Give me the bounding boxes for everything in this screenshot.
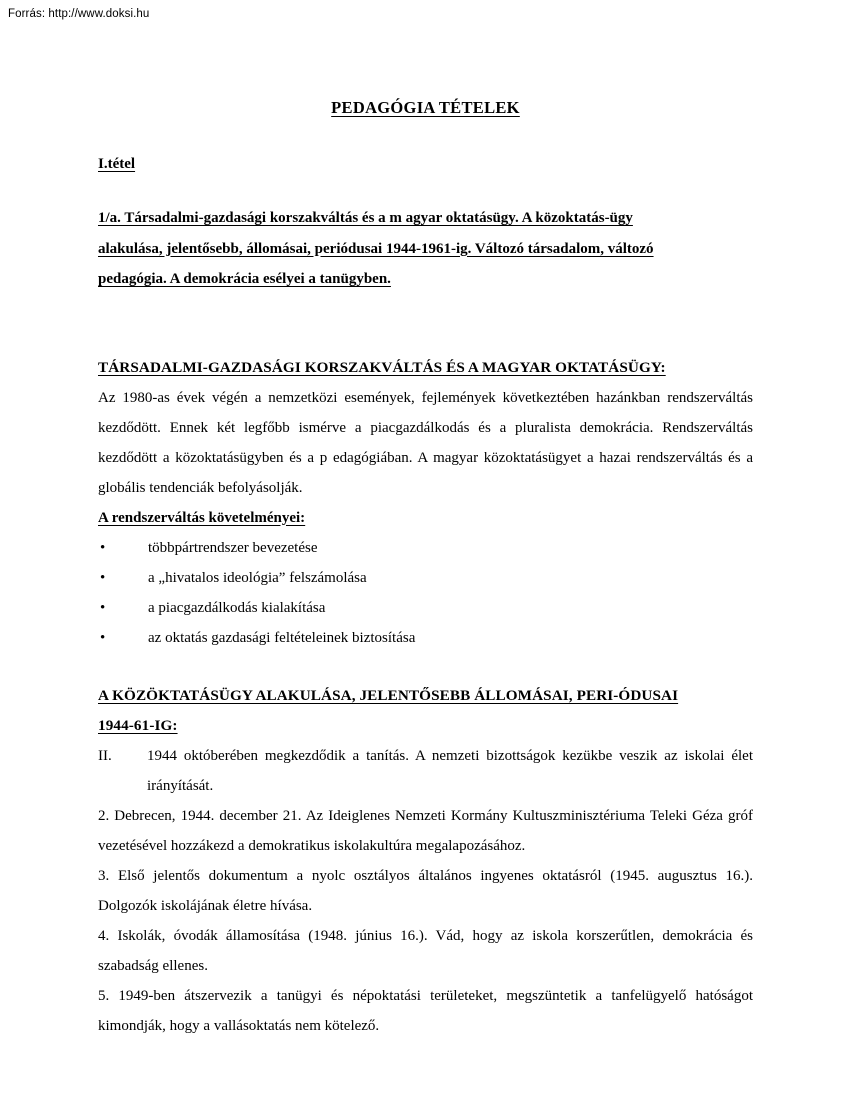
list-item-label: az oktatás gazdasági feltételeinek biztosítása [148, 629, 416, 646]
bullet-icon: • [100, 629, 106, 646]
section-heading-2-line-2: 1944-61-IG: [98, 716, 178, 734]
timeline-item-text: 1944 októberében megkezdődik a tanítás. A nemzeti bizottságok kezükbe veszik az iskolai élet irányítását. [147, 747, 753, 794]
page-title-text: PEDAGÓGIA TÉTELEK [331, 98, 520, 117]
lead-line-3: pedagógia. A demokrácia esélyei a tanügyben. [98, 271, 391, 287]
list-item-label: a „hivatalos ideológia” felszámolása [148, 569, 367, 586]
section-heading-1-text: TÁRSADALMI-GAZDASÁGI KORSZAKVÁLTÁS ÉS A MAGYAR OKTATÁSÜGY: [98, 358, 666, 376]
section-heading-2-line-1: A KÖZÖKTATÁSÜGY ALAKULÁSA, JELENTŐSEBB ÁLLOMÁSAI, PERI-ÓDUSAI [98, 686, 679, 704]
timeline-item: 3. Első jelentős dokumentum a nyolc osztályos általános ingyenes oktatásról (1945. augusztus 16.). Dolgozók iskolájának életre hívása. [98, 867, 753, 914]
bullet-icon: • [100, 599, 106, 616]
section-heading-1 [98, 323, 753, 383]
source-watermark: Forrás: http://www.doksi.hu [8, 8, 150, 20]
tetel-label [98, 118, 753, 173]
bullet-icon: • [100, 539, 106, 556]
list-item [98, 593, 753, 623]
document-body [98, 0, 753, 1041]
section-1-sub-heading-text: A rendszerváltás követelményei: [98, 509, 306, 526]
bullet-icon: • [100, 569, 106, 586]
timeline-item: 4. Iskolák, óvodák államosítása (1948. június 16.). Vád, hogy az iskola korszerűtlen, demokrácia és szabadság ellenes. [98, 927, 753, 974]
spacer [98, 295, 753, 323]
page-title [98, 0, 753, 118]
timeline-item: 2. Debrecen, 1944. december 21. Az Ideiglenes Nemzeti Kormány Kultuszminisztériuma Teleki Géza gróf vezetésével hozzákezd a demokratikus iskolakultúra megalapozásához. [98, 807, 753, 854]
list-item-label: többpártrendszer bevezetése [148, 539, 318, 556]
timeline-item [98, 741, 753, 801]
list-item [98, 623, 753, 653]
lead-line-2: alakulása, jelentősebb, állomásai, periódusai 1944-1961-ig. Változó társadalom, változó [98, 240, 654, 257]
list-item [98, 563, 753, 593]
section-heading-2 [98, 681, 753, 741]
lead-paragraph [98, 173, 753, 295]
lead-line-1: 1/a. Társadalmi-gazdasági korszakváltás és a m agyar oktatásügy. A közoktatás-ügy [98, 210, 633, 226]
tetel-label-text: I.tétel [98, 156, 136, 172]
requirements-list [98, 533, 753, 653]
section-1-paragraph: Az 1980-as évek végén a nemzetközi események, fejlemények következtében hazánkban rendszerváltás kezdődött. Ennek két legfőbb ismérve a piacgazdálkodás és a pluralista demokrácia. Rendszerváltás kezdődött a közoktatásügyben és a p edagógiában. A magyar közoktatásügyet a hazai rendszerváltás és a globális tendenciák befolyásolják. [98, 389, 753, 496]
timeline-item-marker: II. [98, 747, 112, 764]
list-item [98, 533, 753, 563]
list-item-label: a piacgazdálkodás kialakítása [148, 599, 326, 616]
timeline-item: 5. 1949-ben átszervezik a tanügyi és népoktatási területeket, megszüntetik a tanfelügyelő hatóságot kimondják, hogy a vallásoktatás nem kötelező. [98, 987, 753, 1034]
section-1-sub-heading [98, 503, 753, 533]
spacer [98, 653, 753, 681]
